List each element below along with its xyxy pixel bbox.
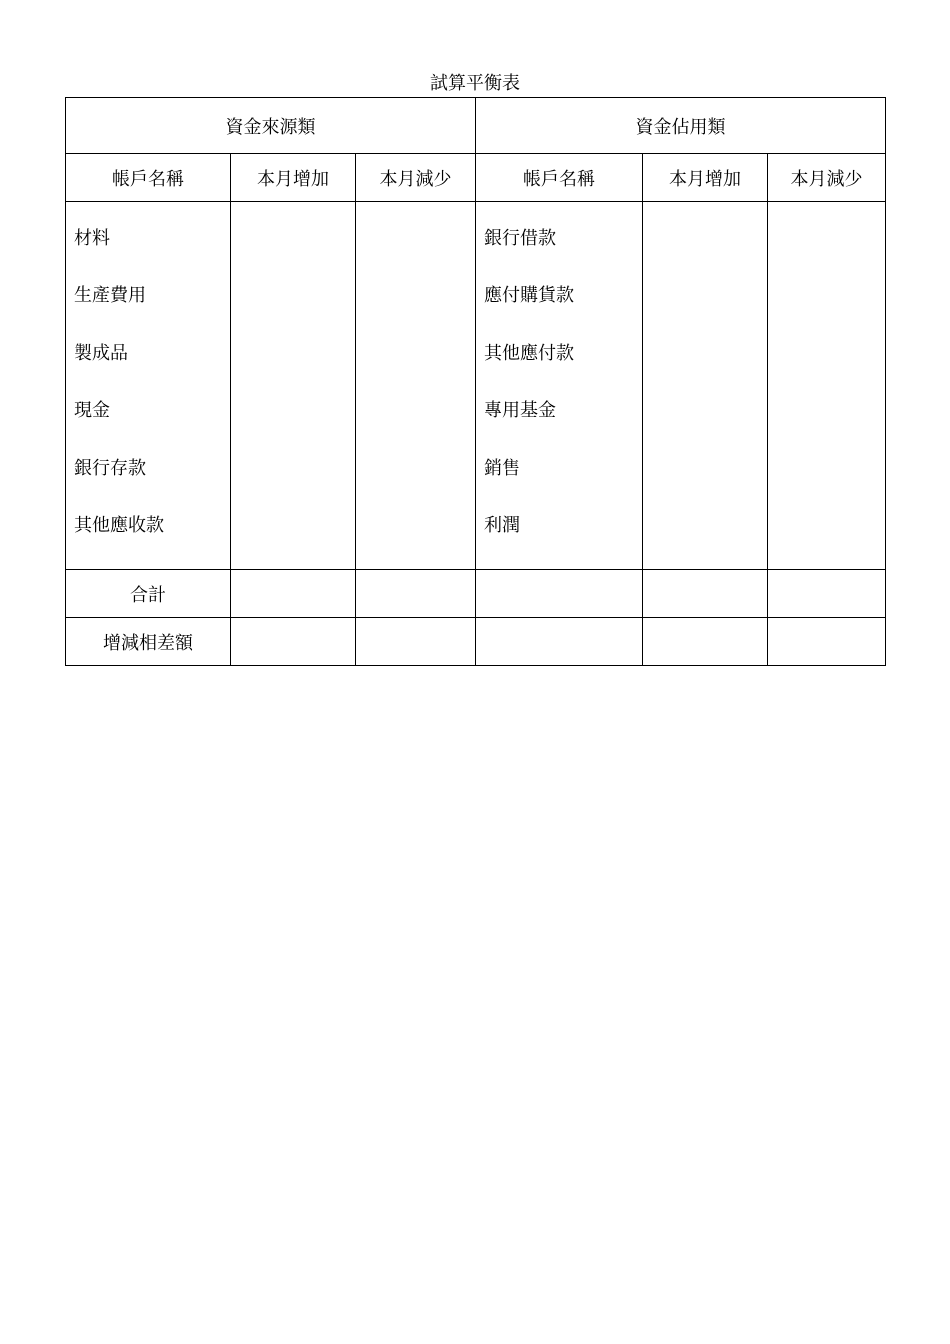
- total-label: 合計: [66, 570, 231, 618]
- column-header-source-increase: 本月增加: [231, 154, 356, 202]
- use-account-list: [476, 202, 642, 569]
- source-account-item: 現金: [74, 400, 110, 422]
- page-title: 試算平衡表: [430, 73, 520, 94]
- column-header-use-increase: 本月增加: [643, 154, 768, 202]
- total-use-account-cell: [476, 570, 643, 618]
- column-header-source-decrease: 本月減少: [356, 154, 476, 202]
- source-account-item: 銀行存款: [74, 457, 146, 479]
- use-decrease-cell: [768, 202, 886, 570]
- use-increase-cell: [643, 202, 768, 570]
- difference-label: 增減相差額: [66, 618, 231, 666]
- use-account-item: 其他應付款: [484, 342, 575, 364]
- total-source-increase-cell: [231, 570, 356, 618]
- difference-source-decrease-cell: [356, 618, 476, 666]
- use-group-header: 資金佔用類: [476, 98, 886, 154]
- difference-use-account-cell: [476, 618, 643, 666]
- accounts-row: [66, 202, 886, 570]
- source-account-item: 材料: [74, 228, 110, 249]
- difference-row: [66, 618, 886, 666]
- column-header-use-decrease: 本月減少: [768, 154, 886, 202]
- use-account-item: 銀行借款: [484, 228, 557, 249]
- use-account-item: 應付購貨款: [484, 285, 575, 307]
- total-use-decrease-cell: [768, 570, 886, 618]
- difference-use-decrease-cell: [768, 618, 886, 666]
- source-accounts-cell: [66, 202, 231, 570]
- source-account-item: 生產費用: [74, 285, 146, 307]
- source-increase-cell: [231, 202, 356, 570]
- trial-balance-table: [65, 97, 886, 666]
- column-header-row: [66, 154, 886, 202]
- source-account-list: [66, 202, 230, 569]
- column-header-source-account: 帳戶名稱: [66, 154, 231, 202]
- use-account-item: 專用基金: [484, 400, 557, 422]
- group-header-row: [66, 98, 886, 154]
- use-account-item: 銷售: [484, 457, 521, 479]
- total-source-decrease-cell: [356, 570, 476, 618]
- source-decrease-cell: [356, 202, 476, 570]
- column-header-use-account: 帳戶名稱: [476, 154, 643, 202]
- use-accounts-cell: [476, 202, 643, 570]
- source-account-item: 其他應收款: [74, 514, 164, 536]
- use-account-item: 利潤: [484, 514, 521, 536]
- difference-source-increase-cell: [231, 618, 356, 666]
- source-group-header: 資金來源類: [66, 98, 476, 154]
- source-account-item: 製成品: [74, 342, 128, 364]
- total-row: [66, 570, 886, 618]
- total-use-increase-cell: [643, 570, 768, 618]
- difference-use-increase-cell: [643, 618, 768, 666]
